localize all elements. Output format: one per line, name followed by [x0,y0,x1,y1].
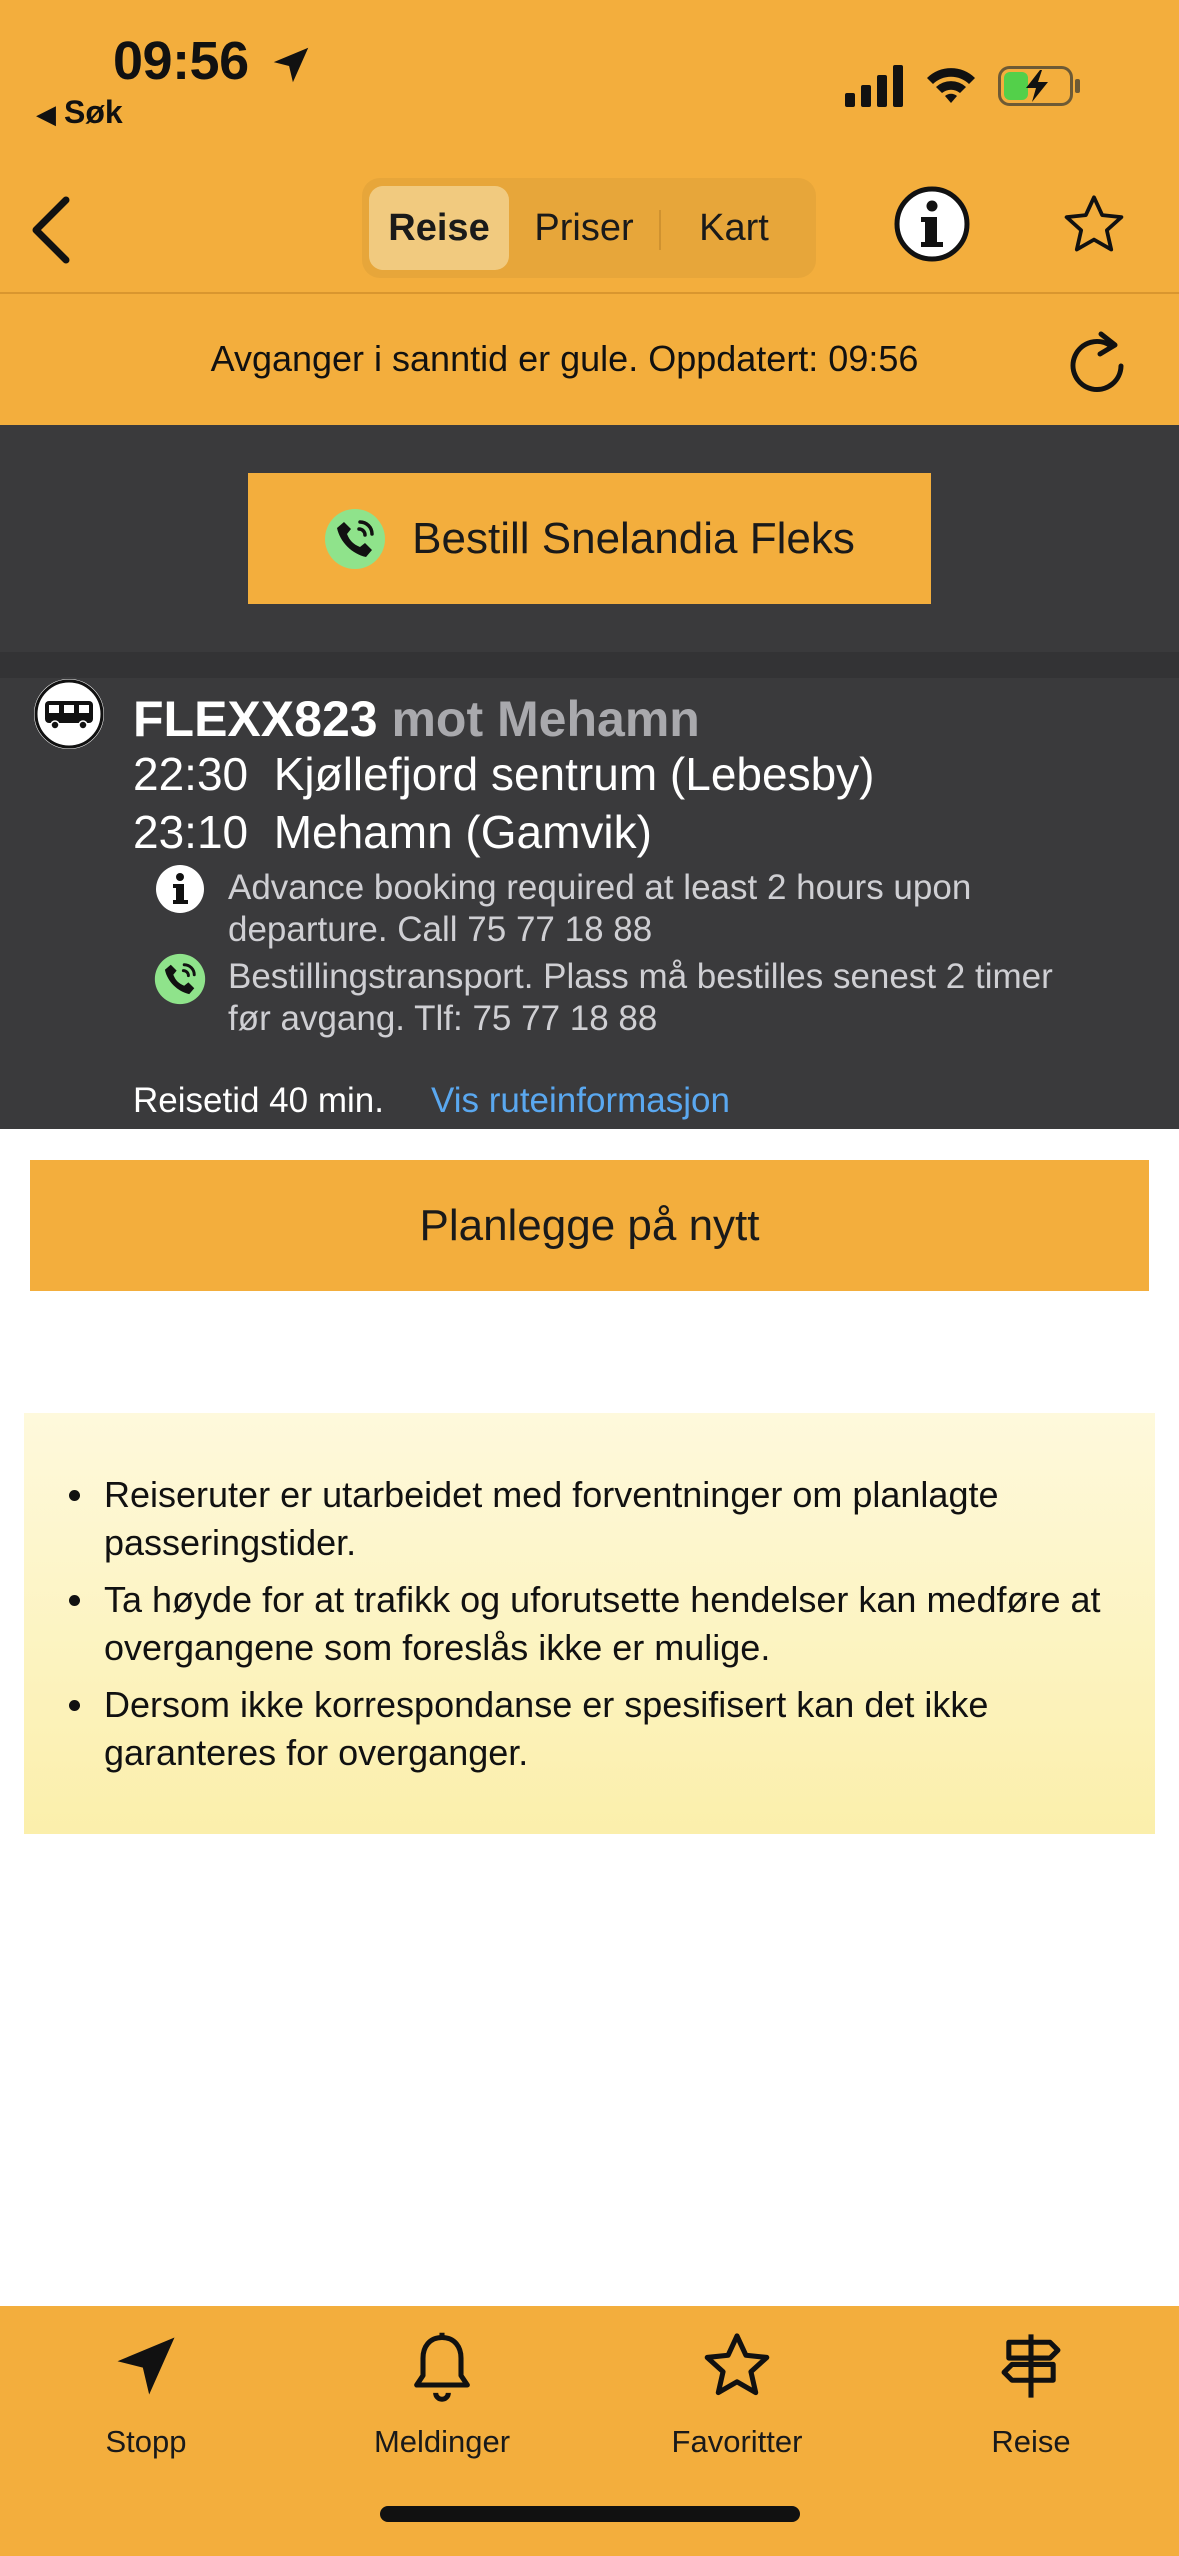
info-icon[interactable] [892,184,972,264]
disclaimer-item: • Ta høyde for at trafikk og uforutsette hendelser kan medføre at overgangene som foreslås ikke er mulige. [98,1576,1115,1672]
info-note-icon [154,863,206,915]
departure-time: 22:30 [133,748,249,800]
back-to-app-link[interactable] [36,94,123,131]
home-indicator [380,2506,800,2522]
tab-stopp[interactable] [26,2328,266,2460]
location-arrow-icon [108,2328,184,2404]
tab-label: Reise [991,2424,1071,2459]
arrival-stop: Mehamn (Gamvik) [273,806,652,858]
book-flex-label: Bestill Snelandia Fleks [412,513,855,563]
tab-label: Meldinger [373,2424,511,2459]
status-bar [0,0,1179,150]
location-services-icon [268,42,314,88]
travel-time: Reisetid 40 min. [133,1081,384,1120]
booking-note-norwegian [228,956,1148,1040]
replan-button[interactable]: Planlegge på nytt [30,1160,1149,1291]
bell-icon [404,2328,480,2404]
tab-favoritter[interactable] [617,2328,857,2460]
book-flex-button[interactable] [248,473,931,604]
view-segmented-control [362,178,816,278]
booking-note-english [228,867,1148,951]
section-divider [0,652,1179,678]
departure-stop: Kjøllefjord sentrum (Lebesby) [273,748,875,800]
back-chevron-icon[interactable] [18,192,88,268]
signpost-icon [993,2328,1069,2404]
arrival-row [133,805,652,859]
segment-kart[interactable]: Kart [659,186,809,270]
cellular-signal-icon [845,65,905,107]
route-line: FLEXX823 [133,691,378,747]
arrival-time: 23:10 [133,806,249,858]
tab-meldinger[interactable] [322,2328,562,2460]
refresh-icon[interactable] [1065,324,1129,394]
departure-row [133,747,874,801]
star-icon [699,2328,775,2404]
note-no-line-2: før avgang. Tlf: 75 77 18 88 [228,999,658,1038]
disclaimer-list [98,1471,1115,1777]
disclaimer-item: • Reiseruter er utarbeidet med forventninger om planlagte passeringstider. [98,1471,1115,1567]
realtime-info-bar [0,292,1179,425]
realtime-notice: Avganger i sanntid er gule. Oppdatert: 09:56 [210,338,919,379]
segment-priser[interactable]: Priser [534,206,634,249]
phone-booking-icon [324,508,386,570]
segment-reise[interactable]: Reise [369,186,509,270]
tab-reise[interactable] [911,2328,1151,2460]
disclaimer-box [24,1413,1155,1834]
favorite-star-icon[interactable] [1058,190,1130,260]
tab-label: Stopp [105,2424,187,2459]
status-time: 09:56 [113,31,249,91]
note-en-line-2: departure. Call 75 77 18 88 [228,910,653,949]
app-header [0,0,1179,425]
bus-icon [30,675,108,753]
phone-note-icon [154,953,206,1005]
disclaimer-item: • Dersom ikke korrespondanse er spesifisert kan det ikke garanteres for overganger. [98,1681,1115,1777]
navigation-bar [0,170,1179,290]
note-en-line-1: Advance booking required at least 2 hours upon [228,868,972,907]
note-no-line-1: Bestillingstransport. Plass må bestilles senest 2 timer [228,957,1053,996]
battery-charging-icon [998,66,1082,106]
back-app-label: Søk [64,94,123,130]
route-title [133,690,700,748]
back-triangle-icon: ◀ [36,99,56,129]
route-info-link[interactable]: Vis ruteinformasjon [431,1081,730,1120]
route-direction: mot Mehamn [391,691,700,747]
journey-panel [0,425,1179,1129]
wifi-icon [925,62,977,106]
tab-label: Favoritter [671,2424,803,2459]
